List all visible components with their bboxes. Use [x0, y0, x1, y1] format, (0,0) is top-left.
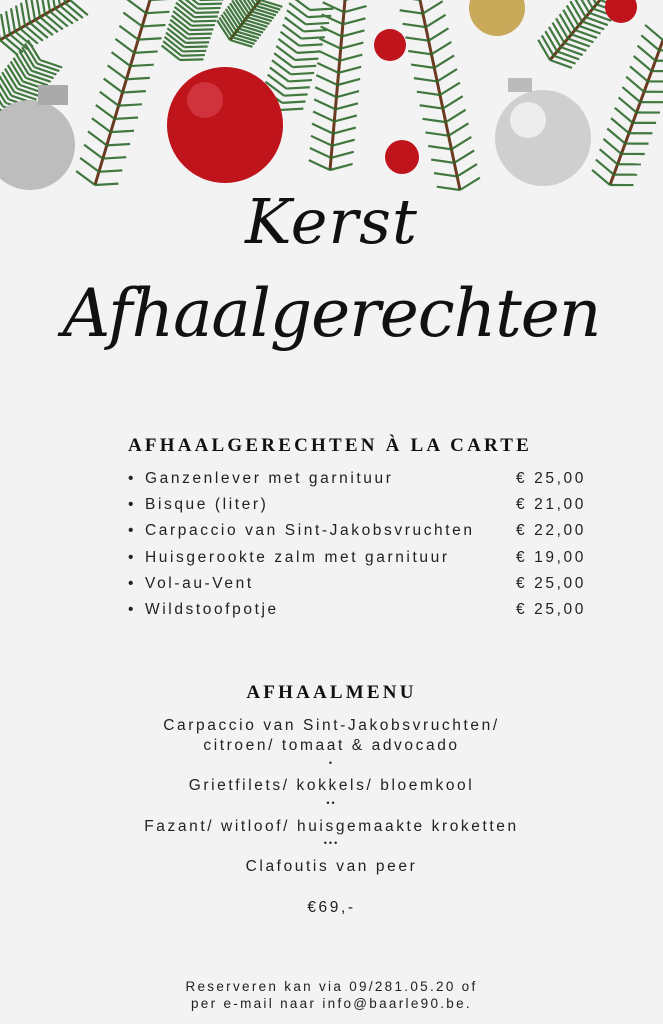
- bullet-icon: •: [128, 601, 137, 618]
- menu-separator: •: [328, 758, 335, 768]
- menu-course-4: Clafoutis van peer: [245, 858, 418, 875]
- carte-item: [128, 549, 590, 573]
- carte-item-name: Bisque (liter): [145, 496, 269, 514]
- carte-item: [128, 522, 590, 546]
- bullet-icon: •: [128, 470, 137, 487]
- bullet-icon: •: [128, 496, 137, 514]
- carte-item: [128, 575, 590, 599]
- menu-separator: ••: [326, 798, 337, 808]
- carte-item-price: € 25,00: [516, 574, 586, 592]
- carte-item-name: Wildstoofpotje: [145, 601, 279, 618]
- carte-item-name: Ganzenlever met garnituur: [145, 470, 394, 487]
- red-bell-ornament-icon: [167, 67, 283, 183]
- gold-ball-icon: [469, 0, 525, 36]
- silver-ball-icon: [495, 90, 591, 186]
- bullet-icon: •: [128, 522, 137, 540]
- menu-heading: AFHAALMENU: [246, 682, 417, 703]
- menu-course-2: Grietfilets/ kokkels/ bloemkool: [188, 777, 475, 794]
- menu-course-1-line-2: citroen/ tomaat & advocado: [203, 737, 460, 754]
- carte-item-price: € 22,00: [516, 522, 586, 540]
- footer-line-2: per e-mail naar info@baarle90.be.: [191, 996, 472, 1011]
- red-ball-icon: [385, 140, 419, 174]
- carte-item-price: € 25,00: [516, 601, 586, 618]
- carte-heading: AFHAALGERECHTEN À LA CARTE: [128, 435, 532, 456]
- carte-item-name: Huisgerookte zalm met garnituur: [145, 548, 450, 566]
- carte-item-price: € 25,00: [516, 470, 586, 487]
- carte-item: [128, 470, 590, 494]
- red-ball-icon: [374, 29, 406, 61]
- bullet-icon: •: [128, 574, 137, 592]
- bullet-icon: •: [128, 548, 137, 566]
- christmas-decoration: [0, 0, 663, 200]
- title-line-1: Kerst: [245, 185, 418, 258]
- menu-course-1-line-1: Carpaccio van Sint-Jakobsvruchten/: [163, 717, 500, 734]
- menu-separator: •••: [323, 838, 340, 848]
- carte-item: [128, 496, 590, 520]
- title-line-2: Afhaalgerechten: [62, 275, 601, 352]
- carte-item-price: € 21,00: [516, 496, 586, 514]
- silver-disco-ball-icon: [0, 100, 75, 190]
- carte-item-price: € 19,00: [516, 548, 586, 566]
- footer-line-1: Reserveren kan via 09/281.05.20 of: [185, 979, 478, 994]
- carte-item: [128, 601, 590, 625]
- carte-item-name: Vol-au-Vent: [145, 574, 254, 592]
- menu-price: €69,-: [307, 899, 356, 916]
- carte-item-name: Carpaccio van Sint-Jakobsvruchten: [145, 522, 475, 540]
- menu-course-3: Fazant/ witloof/ huisgemaakte kroketten: [144, 818, 519, 835]
